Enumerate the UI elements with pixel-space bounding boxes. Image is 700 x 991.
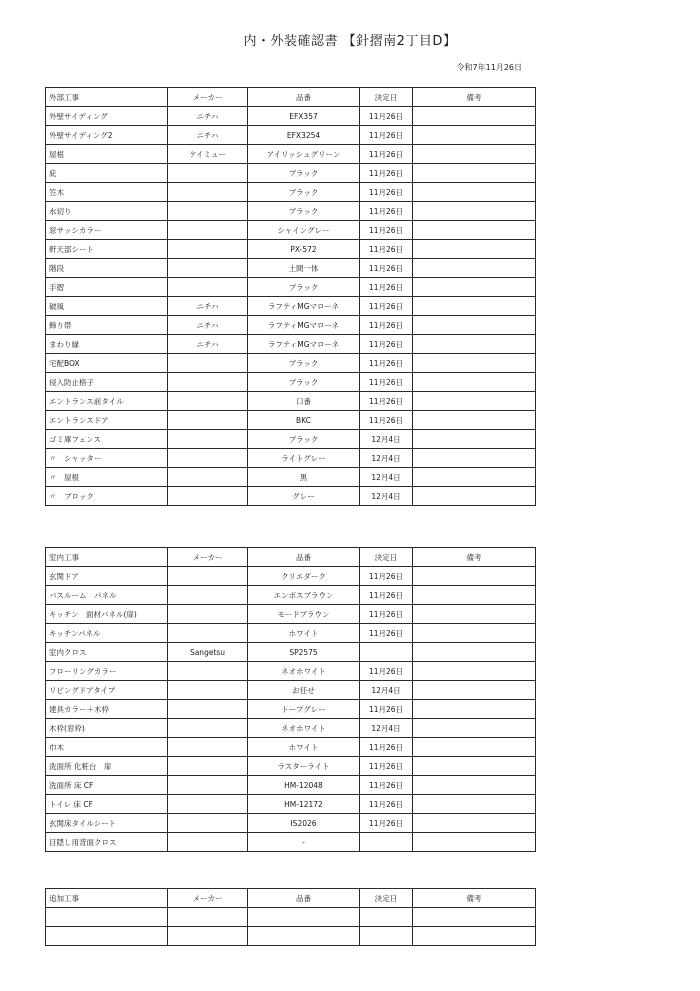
product-cell: EFX357 — [248, 107, 360, 126]
product-cell: ラスターライト — [248, 757, 360, 776]
column-header: メーカー — [168, 88, 248, 107]
table-row — [46, 183, 536, 202]
column-header: メーカー — [168, 548, 248, 567]
item-cell — [46, 927, 168, 946]
column-header: 決定日 — [360, 889, 413, 908]
date-cell: 11月26日 — [360, 795, 413, 814]
date-cell: 11月26日 — [360, 316, 413, 335]
table-row — [46, 278, 536, 297]
column-header: 備考 — [413, 548, 536, 567]
item-cell: キッチン 面材パネル(扉) — [46, 605, 168, 624]
table-row — [46, 662, 536, 681]
table-row — [46, 392, 536, 411]
date-cell: 11月26日 — [360, 202, 413, 221]
table-header-row — [46, 889, 536, 908]
table-row — [46, 449, 536, 468]
table-row — [46, 738, 536, 757]
product-cell: ブラック — [248, 164, 360, 183]
maker-cell — [168, 586, 248, 605]
product-cell: トープグレー — [248, 700, 360, 719]
item-cell — [46, 908, 168, 927]
note-cell — [413, 738, 536, 757]
product-cell: IS2026 — [248, 814, 360, 833]
date-cell: 11月26日 — [360, 240, 413, 259]
date-cell: 12月4日 — [360, 681, 413, 700]
date-cell: 11月26日 — [360, 297, 413, 316]
note-cell — [413, 392, 536, 411]
column-header: 品番 — [248, 88, 360, 107]
maker-cell — [168, 605, 248, 624]
table-row — [46, 757, 536, 776]
product-cell: ブラック — [248, 278, 360, 297]
maker-cell: ケイミュー — [168, 145, 248, 164]
product-cell: アイリッシュグリーン — [248, 145, 360, 164]
maker-cell — [168, 776, 248, 795]
item-cell: 〃 屋根 — [46, 468, 168, 487]
date-cell: 11月26日 — [360, 259, 413, 278]
product-cell: ブラック — [248, 202, 360, 221]
date-cell: 11月26日 — [360, 335, 413, 354]
date-cell: 11月26日 — [360, 605, 413, 624]
note-cell — [413, 164, 536, 183]
note-cell — [413, 335, 536, 354]
maker-cell: Sangetsu — [168, 643, 248, 662]
date-cell: 11月26日 — [360, 183, 413, 202]
maker-cell — [168, 354, 248, 373]
maker-cell — [168, 814, 248, 833]
note-cell — [413, 316, 536, 335]
item-cell: 室内クロス — [46, 643, 168, 662]
note-cell — [413, 183, 536, 202]
note-cell — [413, 373, 536, 392]
item-cell: ゴミ庫フェンス — [46, 430, 168, 449]
note-cell — [413, 795, 536, 814]
table-row — [46, 814, 536, 833]
date-cell: 11月26日 — [360, 278, 413, 297]
section-header: 室内工事 — [46, 548, 168, 567]
maker-cell — [168, 662, 248, 681]
note-cell — [413, 908, 536, 927]
item-cell: エントランス前タイル — [46, 392, 168, 411]
table-row — [46, 795, 536, 814]
note-cell — [413, 221, 536, 240]
product-cell: お任せ — [248, 681, 360, 700]
note-cell — [413, 586, 536, 605]
date-cell: 11月26日 — [360, 221, 413, 240]
item-cell: 木枠(窓枠) — [46, 719, 168, 738]
item-cell: 宅配BOX — [46, 354, 168, 373]
date-cell — [360, 833, 413, 852]
exterior-works-table — [45, 87, 536, 506]
item-cell: 建具カラー＋木枠 — [46, 700, 168, 719]
product-cell: PX-572 — [248, 240, 360, 259]
product-cell: HM-12172 — [248, 795, 360, 814]
note-cell — [413, 757, 536, 776]
maker-cell — [168, 567, 248, 586]
product-cell: シャイングレー — [248, 221, 360, 240]
item-cell: 屋根 — [46, 145, 168, 164]
table-row — [46, 316, 536, 335]
table-row — [46, 681, 536, 700]
maker-cell — [168, 487, 248, 506]
note-cell — [413, 240, 536, 259]
note-cell — [413, 776, 536, 795]
maker-cell — [168, 738, 248, 757]
note-cell — [413, 814, 536, 833]
table-row — [46, 202, 536, 221]
maker-cell — [168, 833, 248, 852]
product-cell: SP2575 — [248, 643, 360, 662]
item-cell: 庇 — [46, 164, 168, 183]
product-cell: 口番 — [248, 392, 360, 411]
date-cell: 11月26日 — [360, 814, 413, 833]
section-header: 外部工事 — [46, 88, 168, 107]
product-cell: - — [248, 833, 360, 852]
date-cell: 11月26日 — [360, 624, 413, 643]
note-cell — [413, 202, 536, 221]
product-cell: ネオホワイト — [248, 662, 360, 681]
table-row — [46, 908, 536, 927]
table-row — [46, 335, 536, 354]
table-row — [46, 719, 536, 738]
item-cell: 〃 ブロック — [46, 487, 168, 506]
maker-cell — [168, 757, 248, 776]
product-cell: グレー — [248, 487, 360, 506]
maker-cell: ニチハ — [168, 126, 248, 145]
item-cell: 笠木 — [46, 183, 168, 202]
table-row — [46, 487, 536, 506]
table-row — [46, 567, 536, 586]
note-cell — [413, 145, 536, 164]
date-cell: 11月26日 — [360, 662, 413, 681]
table-row — [46, 164, 536, 183]
date-cell: 11月26日 — [360, 700, 413, 719]
maker-cell — [168, 183, 248, 202]
product-cell: BKC — [248, 411, 360, 430]
maker-cell — [168, 700, 248, 719]
product-cell — [248, 908, 360, 927]
maker-cell — [168, 164, 248, 183]
product-cell: クリエダーク — [248, 567, 360, 586]
date-cell: 12月4日 — [360, 468, 413, 487]
date-cell: 12月4日 — [360, 719, 413, 738]
date-cell: 12月4日 — [360, 430, 413, 449]
item-cell: リビングドアタイプ — [46, 681, 168, 700]
date-cell: 12月4日 — [360, 487, 413, 506]
table-row — [46, 107, 536, 126]
item-cell: 階段 — [46, 259, 168, 278]
product-cell: EFX3254 — [248, 126, 360, 145]
note-cell — [413, 662, 536, 681]
document-date: 令和7年11月26日 — [456, 63, 522, 72]
maker-cell — [168, 373, 248, 392]
date-cell: 12月4日 — [360, 449, 413, 468]
interior-works-table — [45, 547, 536, 852]
table-row — [46, 145, 536, 164]
maker-cell — [168, 202, 248, 221]
note-cell — [413, 278, 536, 297]
table-header-row — [46, 548, 536, 567]
item-cell: 外壁サイディング — [46, 107, 168, 126]
maker-cell: ニチハ — [168, 297, 248, 316]
note-cell — [413, 449, 536, 468]
column-header: 決定日 — [360, 548, 413, 567]
maker-cell: ニチハ — [168, 316, 248, 335]
maker-cell — [168, 221, 248, 240]
note-cell — [413, 700, 536, 719]
maker-cell — [168, 392, 248, 411]
table-row — [46, 354, 536, 373]
table-row — [46, 624, 536, 643]
date-cell: 11月26日 — [360, 567, 413, 586]
note-cell — [413, 624, 536, 643]
table-row — [46, 700, 536, 719]
maker-cell — [168, 430, 248, 449]
product-cell: ブラック — [248, 183, 360, 202]
table-row — [46, 605, 536, 624]
note-cell — [413, 107, 536, 126]
document-title: 内・外装確認書 【針摺南2丁目D】 — [243, 34, 457, 49]
date-cell: 11月26日 — [360, 776, 413, 795]
item-cell: 破風 — [46, 297, 168, 316]
maker-cell — [168, 719, 248, 738]
item-cell: フローリングカラー — [46, 662, 168, 681]
item-cell: 侵入防止格子 — [46, 373, 168, 392]
item-cell: 飾り帯 — [46, 316, 168, 335]
maker-cell — [168, 411, 248, 430]
table-row — [46, 643, 536, 662]
product-cell: ホワイト — [248, 624, 360, 643]
product-cell: HM-12048 — [248, 776, 360, 795]
note-cell — [413, 259, 536, 278]
date-cell: 11月26日 — [360, 354, 413, 373]
date-cell: 11月26日 — [360, 145, 413, 164]
product-cell: ライトグレー — [248, 449, 360, 468]
note-cell — [413, 354, 536, 373]
maker-cell — [168, 468, 248, 487]
item-cell: 洗面所 床 CF — [46, 776, 168, 795]
table-row — [46, 126, 536, 145]
table-row — [46, 297, 536, 316]
column-header: 決定日 — [360, 88, 413, 107]
date-cell: 11月26日 — [360, 164, 413, 183]
table-row — [46, 927, 536, 946]
maker-cell: ニチハ — [168, 335, 248, 354]
note-cell — [413, 297, 536, 316]
note-cell — [413, 833, 536, 852]
maker-cell: ニチハ — [168, 107, 248, 126]
product-cell: ラフティMGマローネ — [248, 316, 360, 335]
note-cell — [413, 430, 536, 449]
table-row — [46, 586, 536, 605]
item-cell: まわり縁 — [46, 335, 168, 354]
product-cell — [248, 927, 360, 946]
date-cell: 11月26日 — [360, 392, 413, 411]
column-header: 備考 — [413, 889, 536, 908]
item-cell: 洗面所 化粧台 扉 — [46, 757, 168, 776]
product-cell: ブラック — [248, 354, 360, 373]
date-cell: 11月26日 — [360, 126, 413, 145]
note-cell — [413, 487, 536, 506]
table-row — [46, 468, 536, 487]
date-cell: 11月26日 — [360, 586, 413, 605]
table-row — [46, 373, 536, 392]
column-header: メーカー — [168, 889, 248, 908]
note-cell — [413, 567, 536, 586]
item-cell: 窓サッシカラー — [46, 221, 168, 240]
note-cell — [413, 468, 536, 487]
item-cell: エントランスドア — [46, 411, 168, 430]
maker-cell — [168, 624, 248, 643]
table-row — [46, 833, 536, 852]
product-cell: エンボスブラウン — [248, 586, 360, 605]
product-cell: ブラック — [248, 430, 360, 449]
column-header: 品番 — [248, 548, 360, 567]
date-cell: 11月26日 — [360, 107, 413, 126]
maker-cell — [168, 795, 248, 814]
note-cell — [413, 411, 536, 430]
date-cell — [360, 908, 413, 927]
maker-cell — [168, 259, 248, 278]
item-cell: 手摺 — [46, 278, 168, 297]
section-header: 追加工事 — [46, 889, 168, 908]
product-cell: ブラック — [248, 373, 360, 392]
note-cell — [413, 927, 536, 946]
maker-cell — [168, 449, 248, 468]
item-cell: 外壁サイディング2 — [46, 126, 168, 145]
item-cell: トイレ 床 CF — [46, 795, 168, 814]
maker-cell — [168, 908, 248, 927]
item-cell: キッチンパネル — [46, 624, 168, 643]
item-cell: 玄関床タイルシート — [46, 814, 168, 833]
note-cell — [413, 643, 536, 662]
product-cell: ネオホワイト — [248, 719, 360, 738]
product-cell: ラフティMGマローネ — [248, 335, 360, 354]
product-cell: ホワイト — [248, 738, 360, 757]
additional-works-table — [45, 888, 536, 946]
column-header: 品番 — [248, 889, 360, 908]
note-cell — [413, 605, 536, 624]
item-cell: 玄関ドア — [46, 567, 168, 586]
item-cell: 軒天部シート — [46, 240, 168, 259]
item-cell: 〃 シャッター — [46, 449, 168, 468]
date-cell: 11月26日 — [360, 738, 413, 757]
table-row — [46, 221, 536, 240]
date-cell: 11月26日 — [360, 411, 413, 430]
note-cell — [413, 681, 536, 700]
date-cell — [360, 643, 413, 662]
product-cell: ラフティMGマローネ — [248, 297, 360, 316]
item-cell: 巾木 — [46, 738, 168, 757]
maker-cell — [168, 240, 248, 259]
table-row — [46, 776, 536, 795]
date-cell: 11月26日 — [360, 373, 413, 392]
product-cell: 黒 — [248, 468, 360, 487]
maker-cell — [168, 681, 248, 700]
table-row — [46, 430, 536, 449]
table-row — [46, 411, 536, 430]
column-header: 備考 — [413, 88, 536, 107]
table-row — [46, 240, 536, 259]
date-cell: 11月26日 — [360, 757, 413, 776]
table-header-row — [46, 88, 536, 107]
maker-cell — [168, 278, 248, 297]
item-cell: 目隠し用背面クロス — [46, 833, 168, 852]
note-cell — [413, 719, 536, 738]
product-cell: モードブラウン — [248, 605, 360, 624]
product-cell: 土間一体 — [248, 259, 360, 278]
item-cell: バスルーム パネル — [46, 586, 168, 605]
maker-cell — [168, 927, 248, 946]
date-cell — [360, 927, 413, 946]
table-row — [46, 259, 536, 278]
note-cell — [413, 126, 536, 145]
item-cell: 水切り — [46, 202, 168, 221]
